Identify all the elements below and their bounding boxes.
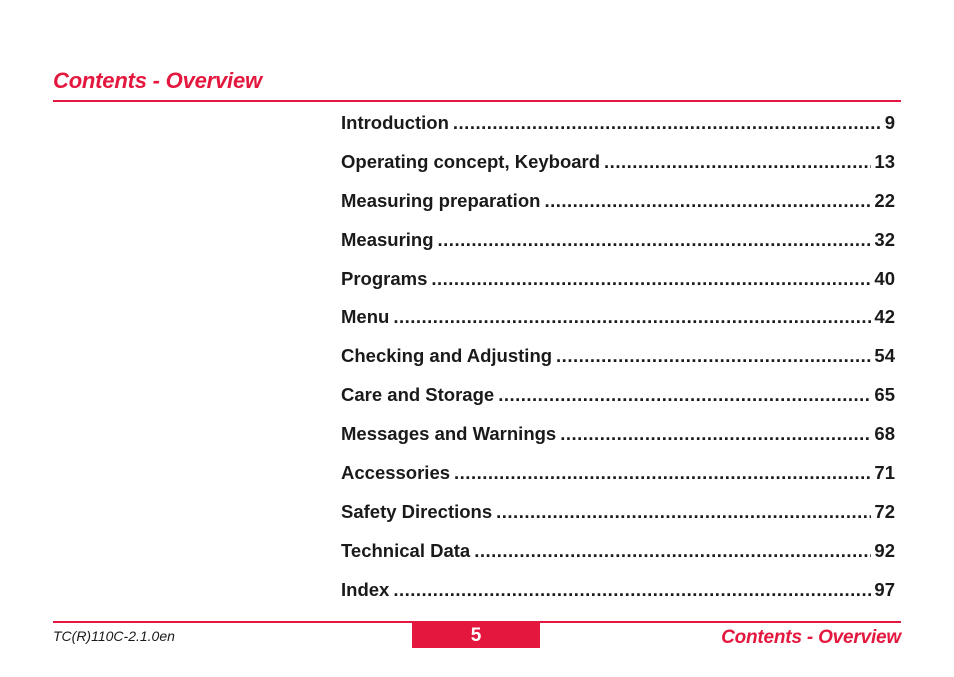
toc-dot-leader xyxy=(544,190,871,212)
toc-item-index[interactable] xyxy=(341,579,895,618)
toc-item-page: 42 xyxy=(874,306,895,328)
toc-item-title: Programs xyxy=(341,267,428,289)
toc-item-title: Accessories xyxy=(341,462,451,484)
toc-item-page: 72 xyxy=(874,500,895,522)
toc-dot-leader xyxy=(453,112,882,134)
toc-item-page: 65 xyxy=(874,384,895,406)
toc-item-title: Messages and Warnings xyxy=(341,423,557,445)
page-number-badge: 5 xyxy=(412,623,540,648)
toc-item-page: 40 xyxy=(874,267,895,289)
toc-dot-leader xyxy=(474,540,871,562)
table-of-contents xyxy=(341,112,895,618)
toc-item-accessories[interactable] xyxy=(341,462,895,501)
toc-item-page: 13 xyxy=(874,150,895,172)
toc-dot-leader xyxy=(498,384,871,406)
toc-item-title: Menu xyxy=(341,306,390,328)
toc-item-page: 68 xyxy=(874,423,895,445)
toc-item-title: Measuring preparation xyxy=(341,189,541,211)
toc-dot-leader xyxy=(438,229,872,251)
toc-dot-leader xyxy=(454,462,871,484)
toc-item-title: Technical Data xyxy=(341,539,471,561)
page-title: Contents - Overview xyxy=(53,68,262,93)
toc-dot-leader xyxy=(556,345,871,367)
toc-dot-leader xyxy=(393,579,871,601)
top-rule xyxy=(53,100,901,102)
toc-item-messages-warnings[interactable] xyxy=(341,423,895,462)
footer-section-title: Contents - Overview xyxy=(721,627,901,648)
toc-item-page: 22 xyxy=(874,189,895,211)
toc-item-programs[interactable] xyxy=(341,268,895,307)
toc-item-safety-directions[interactable] xyxy=(341,501,895,540)
toc-item-page: 71 xyxy=(874,462,895,484)
toc-dot-leader xyxy=(496,501,871,523)
toc-item-operating-concept[interactable] xyxy=(341,151,895,190)
toc-item-page: 9 xyxy=(884,112,895,133)
footer-doc-id: TC(R)110C-2.1.0en xyxy=(53,628,175,644)
toc-item-menu[interactable] xyxy=(341,306,895,345)
toc-dot-leader xyxy=(560,423,871,445)
toc-item-title: Introduction xyxy=(341,112,449,133)
toc-dot-leader xyxy=(604,151,871,173)
toc-item-care-storage[interactable] xyxy=(341,384,895,423)
toc-item-title: Checking and Adjusting xyxy=(341,345,553,367)
toc-item-page: 32 xyxy=(874,228,895,250)
toc-item-page: 54 xyxy=(874,345,895,367)
toc-item-checking-adjusting[interactable] xyxy=(341,345,895,384)
toc-item-title: Operating concept, Keyboard xyxy=(341,150,601,172)
toc-item-title: Measuring xyxy=(341,228,434,250)
toc-item-introduction[interactable] xyxy=(341,112,895,151)
toc-dot-leader xyxy=(431,268,871,290)
toc-item-technical-data[interactable] xyxy=(341,540,895,579)
toc-item-title: Care and Storage xyxy=(341,384,495,406)
toc-item-measuring[interactable] xyxy=(341,229,895,268)
toc-dot-leader xyxy=(393,306,871,328)
toc-item-page: 97 xyxy=(874,578,895,600)
toc-item-page: 92 xyxy=(874,539,895,561)
toc-item-title: Index xyxy=(341,578,390,600)
toc-item-title: Safety Directions xyxy=(341,500,493,522)
toc-item-measuring-preparation[interactable] xyxy=(341,190,895,229)
